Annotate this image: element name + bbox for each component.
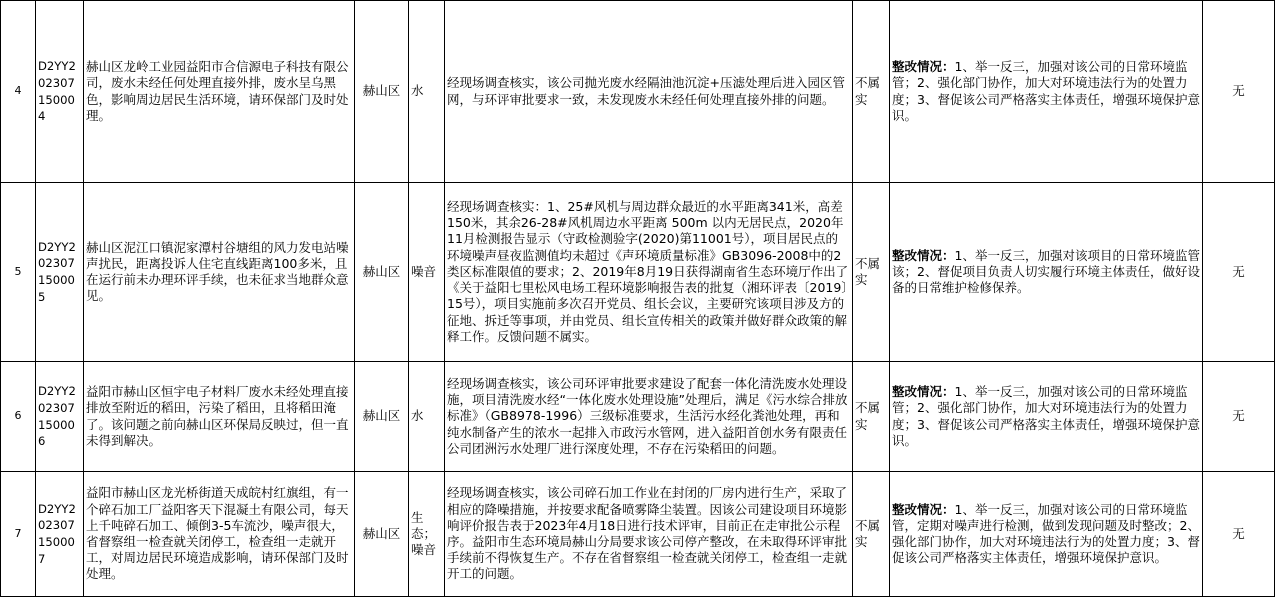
rectification-cell (890, 1, 1203, 183)
row-number: 6 (1, 362, 36, 472)
investigation-result: 经现场调查核实，该公司抛光废水经隔油池沉淀+压滤处理后进入园区管网，与环评审批要求一致，未发现废水未经任何处理直接外排的问题。 (445, 1, 853, 183)
rectification-cell (890, 183, 1203, 362)
case-code: D2YY202307150006 (36, 362, 84, 472)
investigation-result: 经现场调查核实：1、25#风机与周边群众最近的水平距离341米，高差150米，其余26-28#风机周边水平距离 500m 以内无居民点，2020年11月检测报告显示（守政检测验字(2020)第11001号），项目居民点的环境噪声昼夜监测值均未超过《声环境质量标准》GB3096-2008中的2类区标准限值的要求；2、2019年8月19日获得湖南省生态环境厅作出了《关于益阳七里松风电场工程环境影响报告表的批复（湘环评表〔2019〕15号），项目实施前多次召开党员、组长会议，主要研究该项目涉及方的征地、拆迁等事项，并由党员、组长宣传相关的政策并做好群众政策的解释工作。反馈问题不属实。 (445, 183, 853, 362)
case-code: D2YY202307150004 (36, 1, 84, 183)
table-row (1, 362, 1275, 472)
district: 赫山区 (355, 472, 409, 597)
rectification-text: 1、举一反三，加强对该公司的日常环境监管，定期对噪声进行检测，做到发现问题及时整改；2、强化部门协作，加大对环境违法行为的处置力度；3、督促该公司严格落实主体责任，增强环境保护意识。 (892, 501, 1200, 566)
district: 赫山区 (355, 183, 409, 362)
pollution-type: 噪音 (409, 183, 445, 362)
table-row (1, 472, 1275, 597)
problem-description: 益阳市赫山区恒宇电子材料厂废水未经处理直接排放至附近的稻田，污染了稻田，且将稻田淹了。该问题之前向赫山区环保局反映过，但一直未得到解决。 (84, 362, 355, 472)
row-number: 5 (1, 183, 36, 362)
table-row (1, 1, 1275, 183)
row-number: 7 (1, 472, 36, 597)
problem-description: 赫山区泥江口镇泥家潭村谷塘组的风力发电站噪声扰民，距离投诉人住宅直线距离100多米，且在运行前未办理环评手续，也未征求当地群众意见。 (84, 183, 355, 362)
table-row (1, 183, 1275, 362)
rectification-cell (890, 362, 1203, 472)
rectification-cell (890, 472, 1203, 597)
verdict: 不属实 (853, 1, 890, 183)
problem-description: 益阳市赫山区龙光桥街道天成皖村红旗组，有一个碎石加工厂益阳客天下混凝土有限公司，每天上千吨碎石加工、倾倒3-5车流沙，噪声很大，省督察组一检查就关闭停工，检查组一走就开工，对周边居民环境造成影响，请环保部门及时处理。 (84, 472, 355, 597)
investigation-result: 经现场调查核实，该公司碎石加工作业在封闭的厂房内进行生产，采取了相应的降噪措施，并按要求配备喷雾降尘装置。因该公司建设项目环境影响评价报告表于2023年4月18日进行技术评审，目前正在走审批公示程序。益阳市生态环境局赫山分局要求该公司停产整改，在未取得环评审批手续前不得恢复生产。不存在省督察组一检查就关闭停工，检查组一走就开工的问题。 (445, 472, 853, 597)
problem-description: 赫山区龙岭工业园益阳市合信源电子科技有限公司，废水未经任何处理直接外排，废水呈乌黑色，影响周边居民生活环境，请环保部门及时处理。 (84, 1, 355, 183)
rectification-label: 整改情况： (892, 384, 955, 400)
verdict: 不属实 (853, 472, 890, 597)
rectification-label: 整改情况： (892, 59, 955, 75)
accountability: 无 (1203, 183, 1275, 362)
accountability: 无 (1203, 472, 1275, 597)
accountability: 无 (1203, 362, 1275, 472)
investigation-result: 经现场调查核实，该公司环评审批要求建设了配套一体化清洗废水处理设施，项目清洗废水经“一体化废水处理设施”处理后，满足《污水综合排放标准》（GB8978-1996）三级标准要求，生活污水经化粪池处理，再和纯水制备产生的浓水一起排入市政污水管网，进入益阳首创水务有限责任公司团洲污水处理厂进行深度处理，不存在污染稻田的问题。 (445, 362, 853, 472)
rectification-label: 整改情况： (892, 247, 955, 263)
pollution-type: 水 (409, 362, 445, 472)
rectification-label: 整改情况： (892, 501, 955, 517)
district: 赫山区 (355, 362, 409, 472)
rectification-text: 1、举一反三，加强对该公司的日常环境监管；2、强化部门协作，加大对环境违法行为的处置力度；3、督促该公司严格落实主体责任，增强环境保护意识。 (892, 59, 1200, 123)
district: 赫山区 (355, 1, 409, 183)
case-code: D2YY202307150005 (36, 183, 84, 362)
rectification-text: 1、举一反三，加强对该公司的日常环境监管；2、强化部门协作，加大对环境违法行为的处置力度；3、督促该公司严格落实主体责任，增强环境保护意识。 (892, 384, 1200, 448)
verdict: 不属实 (853, 362, 890, 472)
pollution-type: 水 (409, 1, 445, 183)
rectification-text: 1、举一反三，加强对该项目的日常环境监管该；2、督促项目负责人切实履行环境主体责任，做好设备的日常维护检修保养。 (892, 247, 1200, 296)
pollution-type: 生态；噪音 (409, 472, 445, 597)
verdict: 不属实 (853, 183, 890, 362)
row-number: 4 (1, 1, 36, 183)
case-code: D2YY202307150007 (36, 472, 84, 597)
accountability: 无 (1203, 1, 1275, 183)
